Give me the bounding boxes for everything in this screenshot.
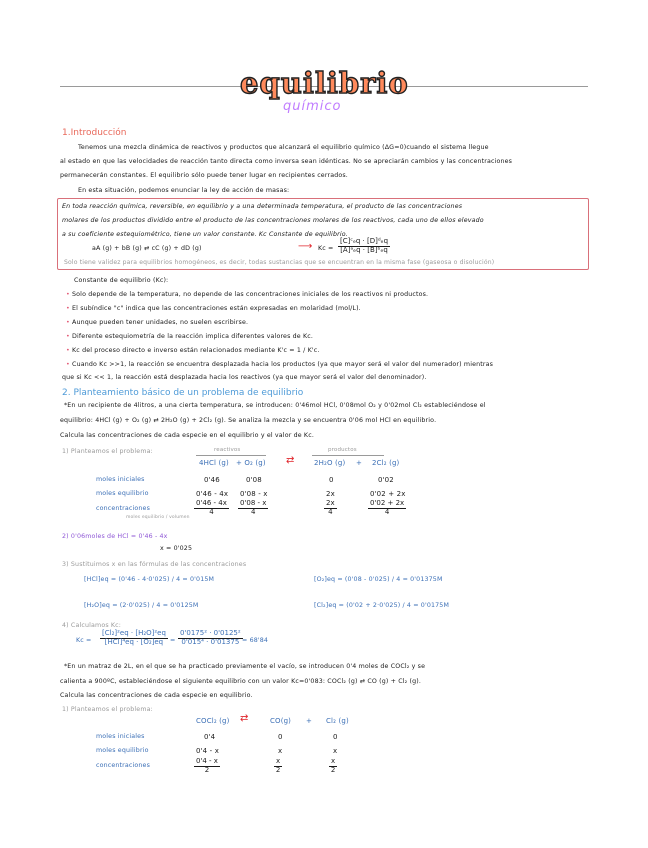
problem-line: calienta a 900ºC, estableciéndose el siguiente equilibrio con un valor Kc=0'083: COCl₂ (g) ⇄ CO (g) + Cl₂ (g). <box>60 678 422 685</box>
row-label: moles equilibrio <box>96 747 149 754</box>
species-o2: + O₂ (g) <box>236 459 266 467</box>
paragraph-line: Tenemos una mezcla dinámica de reactivos y productos que alcanzará el equilibrio químico (ΔG=0)cuando el sistema llegue <box>78 144 489 151</box>
paragraph-line: permanecerán constantes. El equilibrio sólo puede tener lugar en recipientes cerrados. <box>60 172 348 179</box>
problem-line: *En un matraz de 2L, en el que se ha practicado previamente el vacío, se introducen 0'4 moles de COCl₂ y se <box>64 663 426 670</box>
equilibrium-arrow: ⇄ <box>286 455 295 466</box>
conc-fraction: $\frac{2x}{4}$ <box>326 499 335 516</box>
kc-fraction <box>338 238 390 254</box>
problem-line: equilibrio: 4HCl (g) + O₂ (g) ⇄ 2H₂O (g) + 2Cl₂ (g). Se analiza la mezcla y se encuentra 0'06 mol HCl en equilibrio. <box>60 417 437 424</box>
kc-calc-fraction: [Cl₂]²eq · [H₂O]²eq [HCl]⁴eq · [O₂]eq <box>102 629 166 646</box>
species-plus: + <box>306 717 313 725</box>
reactivos-bracket <box>196 455 266 456</box>
cell: 0'08 <box>246 476 262 484</box>
row-label: moles iniciales <box>96 733 145 740</box>
step2-equation: 2) 0'06moles de HCl = 0'46 - 4x <box>62 533 168 540</box>
general-equation: aA (g) + bB (g) ⇄ cC (g) + dD (g) <box>92 245 202 252</box>
kc-calc-mid-fraction: $\frac{\text{0'0175² · 0'0125²}}{\text{0'015⁴ · 0'01375}}$ <box>180 629 241 646</box>
conc-note: moles equilibrio / volumen <box>126 515 190 520</box>
productos-label: productos <box>328 447 357 453</box>
reactivos-label: reactivos <box>214 447 241 453</box>
kc-denominator: [A]ᵃₑq · [B]ᵇₑq <box>340 245 388 254</box>
row-label: concentraciones <box>96 762 151 769</box>
conc-fraction: $\frac{x}{2}$ <box>275 757 281 774</box>
conc-fraction: $\frac{0'46 - 4x}{4}$ <box>196 499 227 516</box>
conc-hcl: [HCl]eq = (0'46 - 4·0'025) / 4 = 0'015M <box>84 576 215 583</box>
species-hcl: 4HCl (g) <box>199 459 229 467</box>
page-title: equilibrio <box>240 66 409 100</box>
box-note: Solo tiene validez para equilibrios homogéneos, es decir, todas sustancias que se encuentran en la misma fase (gaseosa o disolución) <box>64 259 495 266</box>
species-cocl2: COCl₂ (g) <box>196 717 230 725</box>
kc-label: Kc = <box>318 245 334 252</box>
step-label: 1) Planteamos el problema: <box>62 448 153 455</box>
cell: 2x <box>326 490 335 498</box>
cell: 0'02 <box>378 476 394 484</box>
problem-line: *En un recipiente de 4litros, a una cierta temperatura, se introducen: 0'46mol HCl, 0'08mol O₂ y 0'02mol Cl₂ estableciéndose el <box>64 402 486 409</box>
cell: x <box>278 747 283 755</box>
kc-heading: Constante de equilibrio (Kc): <box>74 277 169 284</box>
paragraph-line: al estado en que las velocidades de reacción tanto directa como inversa sean idénticas. No se apreciarán cambios y las concentraciones <box>60 158 513 165</box>
cell: 0 <box>329 476 334 484</box>
page-subtitle: químico <box>283 99 342 114</box>
cell: 0'4 <box>204 733 216 741</box>
kc-bullet: • Cuando Kc >>1, la reacción se encuentra desplazada hacia los productos (ya que mayor será el valor del numerador) mientras <box>66 361 494 368</box>
law-line: molares de los productos dividido entre el producto de las concentraciones molares de los reactivos, cada uno de ellos elevado <box>62 217 484 224</box>
conc-cl2: [Cl₂]eq = (0'02 + 2·0'025) / 4 = 0'0175M <box>314 602 450 609</box>
section-heading-introduccion: 1.Introducción <box>62 128 127 138</box>
kc-numerator: [C]ᶜₑq · [D]ᵈₑq <box>340 237 389 245</box>
species-co: CO(g) <box>270 717 292 725</box>
conc-fraction: $\frac{0'08 - x}{4}$ <box>240 499 267 516</box>
reaction-arrow: ⟶ <box>298 241 313 252</box>
step2-result: x = 0'025 <box>160 545 193 552</box>
cell: x <box>333 747 338 755</box>
kc-bullet: • Kc del proceso directo e inverso están relacionados mediante K'c = 1 / K'c. <box>66 347 320 354</box>
step-label: 3) Sustituimos x en las fórmulas de las concentraciones <box>62 561 247 568</box>
cell: 0 <box>278 733 283 741</box>
conc-o2: [O₂]eq = (0'08 - 0'025) / 4 = 0'01375M <box>314 576 443 583</box>
row-label: moles equilibrio <box>96 490 149 497</box>
paragraph-line: En esta situación, podemos enunciar la ley de acción de masas: <box>78 187 290 194</box>
step-label: 1) Planteamos el problema: <box>62 706 153 713</box>
conc-h2o: [H₂O]eq = (2·0'025) / 4 = 0'0125M <box>84 602 199 609</box>
kc-bullet: • Aunque pueden tener unidades, no suelen escribirse. <box>66 319 249 326</box>
problem-line: Calcula las concentraciones de cada especie en equilibrio. <box>60 692 253 699</box>
productos-bracket <box>312 455 384 456</box>
conc-fraction: $\frac{0'4 - x}{2}$ <box>196 757 218 774</box>
species-cl2: Cl₂ (g) <box>326 717 349 725</box>
conc-fraction: $\frac{0'02 + 2x}{4}$ <box>370 499 405 516</box>
row-label: concentraciones <box>96 505 151 512</box>
row-label: moles iniciales <box>96 476 145 483</box>
cell: 0'46 <box>204 476 220 484</box>
cell: 0'02 + 2x <box>370 490 406 498</box>
species-cl2: 2Cl₂ (g) <box>372 459 400 467</box>
species-h2o: 2H₂O (g) <box>314 459 346 467</box>
kc-calc-result: = 68'84 <box>242 637 269 644</box>
conc-fraction: $\frac{x}{2}$ <box>330 757 336 774</box>
cell: 0'08 - x <box>240 490 268 498</box>
law-line: a su coeficiente estequiométrico, tiene un valor constante. Kc Constante de equilibrio. <box>62 231 348 238</box>
kc-calc-eq: = <box>170 637 176 644</box>
step-label: 4) Calculamos Kc: <box>62 622 122 629</box>
cell: 0'4 - x <box>196 747 220 755</box>
problem-line: Calcula las concentraciones de cada especie en el equilibrio y el valor de Kc. <box>60 432 314 439</box>
section-heading-planteamiento: 2. Planteamiento básico de un problema de equilibrio <box>62 388 304 398</box>
kc-calc-label: Kc = <box>76 637 92 644</box>
kc-bullet-cont: que si Kc << 1, la reacción está desplazada hacia los reactivos (ya que mayor será el valor del denominador). <box>62 374 427 381</box>
cell: 0 <box>333 733 338 741</box>
cell: 0'46 - 4x <box>196 490 229 498</box>
equilibrium-arrow: ⇄ <box>240 713 249 724</box>
kc-bullet: • Solo depende de la temperatura, no depende de las concentraciones iniciales de los reactivos ni productos. <box>66 291 429 298</box>
kc-bullet: • Diferente estequiometría de la reacción implica diferentes valores de Kc. <box>66 333 314 340</box>
species-plus: + <box>356 459 363 467</box>
kc-bullet: • El subíndice "c" indica que las concentraciones están expresadas en molaridad (mol/L). <box>66 305 361 312</box>
law-line: En toda reacción química, reversible, en equilibrio y a una determinada temperatura, el producto de las concentraciones <box>62 203 463 210</box>
